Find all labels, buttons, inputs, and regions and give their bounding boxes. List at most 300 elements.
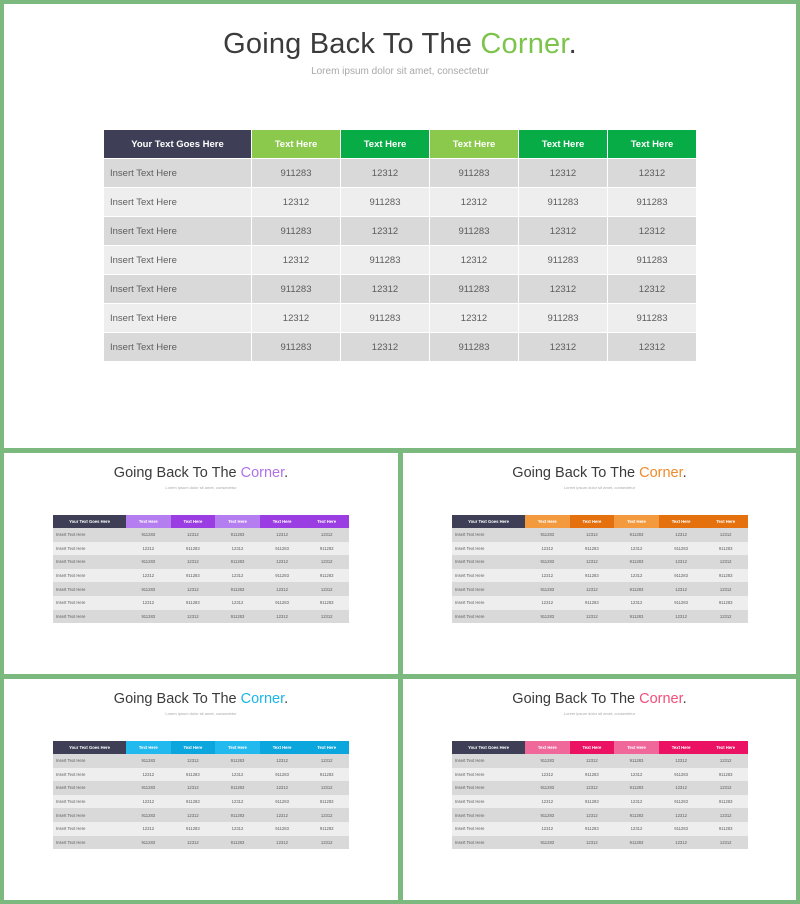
value-cell: 12312 xyxy=(608,159,696,187)
value-cell: 911283 xyxy=(703,795,748,809)
table-header-label: Your Text Goes Here xyxy=(53,741,126,754)
value-cell: 12312 xyxy=(659,836,704,850)
table-row xyxy=(53,836,349,850)
value-cell: 911283 xyxy=(252,275,340,303)
value-cell: 911283 xyxy=(126,836,171,850)
value-cell: 12312 xyxy=(608,217,696,245)
value-cell: 911283 xyxy=(215,781,260,795)
slide-subtitle: Lorem ipsum dolor sit amet, consectetur xyxy=(563,711,636,716)
table-header-cell: Text Here xyxy=(126,515,171,528)
table-header-cell: Text Here xyxy=(614,741,659,754)
value-cell: 911283 xyxy=(519,304,607,332)
value-cell: 911283 xyxy=(215,754,260,768)
value-cell: 911283 xyxy=(703,569,748,583)
row-label-cell: Insert Text Here xyxy=(452,808,525,822)
table-header-cell: Text Here xyxy=(341,130,429,158)
value-cell: 911283 xyxy=(608,188,696,216)
table-header-cell: Text Here xyxy=(252,130,340,158)
value-cell: 12312 xyxy=(570,754,615,768)
value-cell: 911283 xyxy=(252,159,340,187)
value-cell: 12312 xyxy=(703,781,748,795)
value-cell: 12312 xyxy=(614,768,659,782)
value-cell: 911283 xyxy=(260,768,305,782)
table-header-label: Your Text Goes Here xyxy=(53,515,126,528)
row-label-cell: Insert Text Here xyxy=(104,275,251,303)
value-cell: 12312 xyxy=(304,808,349,822)
data-table xyxy=(103,129,697,362)
title-period: . xyxy=(284,691,289,707)
value-cell: 12312 xyxy=(430,304,518,332)
value-cell: 12312 xyxy=(341,217,429,245)
table-row xyxy=(452,781,748,795)
row-label-cell: Insert Text Here xyxy=(53,754,126,768)
value-cell: 911283 xyxy=(126,610,171,624)
table-header-cell: Text Here xyxy=(430,130,518,158)
table-header-cell: Text Here xyxy=(126,741,171,754)
value-cell: 911283 xyxy=(703,596,748,610)
value-cell: 12312 xyxy=(215,569,260,583)
value-cell: 911283 xyxy=(171,569,216,583)
value-cell: 12312 xyxy=(260,781,305,795)
value-cell: 12312 xyxy=(614,569,659,583)
table-row xyxy=(53,582,349,596)
value-cell: 911283 xyxy=(614,582,659,596)
value-cell: 911283 xyxy=(614,836,659,850)
value-cell: 12312 xyxy=(519,217,607,245)
value-cell: 911283 xyxy=(570,822,615,836)
slide-subtitle: Lorem ipsum dolor sit amet, consectetur xyxy=(311,66,489,77)
value-cell: 12312 xyxy=(430,246,518,274)
row-label-cell: Insert Text Here xyxy=(452,528,525,542)
table-header-row xyxy=(452,515,748,528)
row-label-cell: Insert Text Here xyxy=(104,304,251,332)
value-cell: 12312 xyxy=(304,610,349,624)
value-cell: 12312 xyxy=(659,582,704,596)
value-cell: 911283 xyxy=(260,542,305,556)
row-label-cell: Insert Text Here xyxy=(452,836,525,850)
value-cell: 12312 xyxy=(215,795,260,809)
value-cell: 911283 xyxy=(703,822,748,836)
table-header-cell: Text Here xyxy=(171,741,216,754)
table-header-row xyxy=(53,515,349,528)
value-cell: 12312 xyxy=(260,610,305,624)
value-cell: 911283 xyxy=(659,596,704,610)
value-cell: 911283 xyxy=(525,836,570,850)
value-cell: 12312 xyxy=(570,808,615,822)
title-period: . xyxy=(284,465,289,481)
value-cell: 12312 xyxy=(260,754,305,768)
row-label-cell: Insert Text Here xyxy=(53,582,126,596)
row-label-cell: Insert Text Here xyxy=(452,569,525,583)
table-row xyxy=(53,781,349,795)
value-cell: 12312 xyxy=(171,528,216,542)
row-label-cell: Insert Text Here xyxy=(53,528,126,542)
value-cell: 911283 xyxy=(260,596,305,610)
value-cell: 12312 xyxy=(614,596,659,610)
row-label-cell: Insert Text Here xyxy=(452,582,525,596)
row-label-cell: Insert Text Here xyxy=(53,822,126,836)
title-main-text: Going Back To The xyxy=(512,465,640,481)
main-slide xyxy=(4,4,796,448)
value-cell: 911283 xyxy=(614,781,659,795)
value-cell: 911283 xyxy=(608,304,696,332)
table-row xyxy=(104,217,696,245)
value-cell: 911283 xyxy=(215,555,260,569)
table-header-cell: Text Here xyxy=(608,130,696,158)
title-period: . xyxy=(568,28,577,60)
row-label-cell: Insert Text Here xyxy=(452,596,525,610)
value-cell: 911283 xyxy=(570,569,615,583)
row-label-cell: Insert Text Here xyxy=(53,610,126,624)
value-cell: 911283 xyxy=(171,542,216,556)
table-row xyxy=(452,528,748,542)
value-cell: 12312 xyxy=(304,528,349,542)
row-label-cell: Insert Text Here xyxy=(452,555,525,569)
value-cell: 12312 xyxy=(126,596,171,610)
value-cell: 12312 xyxy=(252,188,340,216)
row-label-cell: Insert Text Here xyxy=(53,569,126,583)
table-header-cell: Text Here xyxy=(519,130,607,158)
table-row xyxy=(104,246,696,274)
value-cell: 12312 xyxy=(171,610,216,624)
table-row xyxy=(452,822,748,836)
row-label-cell: Insert Text Here xyxy=(452,781,525,795)
table-row xyxy=(104,333,696,361)
value-cell: 911283 xyxy=(304,596,349,610)
value-cell: 12312 xyxy=(614,795,659,809)
value-cell: 911283 xyxy=(608,246,696,274)
value-cell: 911283 xyxy=(304,822,349,836)
table-header-cell: Text Here xyxy=(171,515,216,528)
value-cell: 911283 xyxy=(525,528,570,542)
row-label-cell: Insert Text Here xyxy=(104,159,251,187)
value-cell: 911283 xyxy=(525,781,570,795)
title-accent-text: Corner xyxy=(480,28,569,60)
table-header-row xyxy=(53,741,349,754)
value-cell: 12312 xyxy=(260,582,305,596)
value-cell: 911283 xyxy=(525,582,570,596)
table-row xyxy=(53,542,349,556)
value-cell: 911283 xyxy=(570,542,615,556)
value-cell: 911283 xyxy=(525,555,570,569)
row-label-cell: Insert Text Here xyxy=(53,596,126,610)
value-cell: 911283 xyxy=(525,610,570,624)
value-cell: 911283 xyxy=(260,795,305,809)
value-cell: 12312 xyxy=(304,754,349,768)
table-row xyxy=(452,610,748,624)
value-cell: 12312 xyxy=(608,333,696,361)
value-cell: 12312 xyxy=(525,795,570,809)
value-cell: 12312 xyxy=(171,808,216,822)
value-cell: 911283 xyxy=(215,836,260,850)
value-cell: 911283 xyxy=(215,610,260,624)
title-main-text: Going Back To The xyxy=(223,28,481,60)
value-cell: 911283 xyxy=(171,822,216,836)
table-header-label: Your Text Goes Here xyxy=(452,741,525,754)
purple-slide xyxy=(4,453,398,674)
value-cell: 12312 xyxy=(341,275,429,303)
value-cell: 911283 xyxy=(260,569,305,583)
row-label-cell: Insert Text Here xyxy=(104,333,251,361)
value-cell: 12312 xyxy=(215,596,260,610)
data-table xyxy=(53,741,349,849)
table-row xyxy=(452,808,748,822)
data-table xyxy=(452,741,748,849)
table-row xyxy=(452,596,748,610)
table-header-cell: Text Here xyxy=(215,741,260,754)
table-header-row xyxy=(104,130,696,158)
value-cell: 12312 xyxy=(215,542,260,556)
table-row xyxy=(452,795,748,809)
row-label-cell: Insert Text Here xyxy=(53,768,126,782)
value-cell: 12312 xyxy=(171,754,216,768)
value-cell: 12312 xyxy=(659,555,704,569)
value-cell: 911283 xyxy=(525,808,570,822)
slide-subtitle: Lorem ipsum dolor sit amet, consectetur xyxy=(165,711,237,716)
slide-title xyxy=(403,691,796,707)
value-cell: 911283 xyxy=(430,159,518,187)
value-cell: 12312 xyxy=(126,822,171,836)
row-label-cell: Insert Text Here xyxy=(452,795,525,809)
data-table xyxy=(452,515,748,623)
value-cell: 12312 xyxy=(341,333,429,361)
value-cell: 911283 xyxy=(614,610,659,624)
table-row xyxy=(53,768,349,782)
pink-slide xyxy=(403,679,796,900)
table-row xyxy=(53,808,349,822)
value-cell: 911283 xyxy=(659,542,704,556)
value-cell: 12312 xyxy=(126,795,171,809)
value-cell: 911283 xyxy=(614,754,659,768)
table-row xyxy=(104,304,696,332)
value-cell: 12312 xyxy=(126,768,171,782)
value-cell: 911283 xyxy=(570,768,615,782)
value-cell: 911283 xyxy=(171,596,216,610)
value-cell: 911283 xyxy=(659,569,704,583)
value-cell: 911283 xyxy=(570,596,615,610)
table-row xyxy=(452,542,748,556)
value-cell: 911283 xyxy=(304,569,349,583)
value-cell: 12312 xyxy=(304,582,349,596)
table-header-cell: Text Here xyxy=(703,515,748,528)
title-period: . xyxy=(682,691,687,707)
value-cell: 911283 xyxy=(430,333,518,361)
value-cell: 12312 xyxy=(171,781,216,795)
value-cell: 12312 xyxy=(260,528,305,542)
value-cell: 12312 xyxy=(570,610,615,624)
value-cell: 911283 xyxy=(614,555,659,569)
value-cell: 12312 xyxy=(614,542,659,556)
table-header-cell: Text Here xyxy=(215,515,260,528)
value-cell: 12312 xyxy=(304,836,349,850)
table-row xyxy=(53,596,349,610)
value-cell: 911283 xyxy=(126,808,171,822)
value-cell: 911283 xyxy=(614,528,659,542)
title-main-text: Going Back To The xyxy=(113,465,241,481)
title-accent-text: Corner xyxy=(639,465,683,481)
blue-slide xyxy=(4,679,398,900)
value-cell: 911283 xyxy=(252,333,340,361)
value-cell: 911283 xyxy=(430,217,518,245)
table-header-label: Your Text Goes Here xyxy=(452,515,525,528)
value-cell: 12312 xyxy=(341,159,429,187)
value-cell: 12312 xyxy=(525,542,570,556)
value-cell: 12312 xyxy=(525,822,570,836)
value-cell: 911283 xyxy=(703,542,748,556)
value-cell: 911283 xyxy=(341,188,429,216)
table-header-cell: Text Here xyxy=(525,515,570,528)
value-cell: 12312 xyxy=(525,768,570,782)
value-cell: 911283 xyxy=(126,528,171,542)
title-accent-text: Corner xyxy=(240,691,285,707)
value-cell: 12312 xyxy=(519,333,607,361)
value-cell: 911283 xyxy=(171,795,216,809)
value-cell: 911283 xyxy=(570,795,615,809)
value-cell: 911283 xyxy=(126,754,171,768)
row-label-cell: Insert Text Here xyxy=(104,217,251,245)
value-cell: 911283 xyxy=(126,781,171,795)
value-cell: 12312 xyxy=(519,275,607,303)
slide-title xyxy=(4,691,398,707)
value-cell: 911283 xyxy=(171,768,216,782)
table-row xyxy=(452,582,748,596)
title-main-text: Going Back To The xyxy=(512,691,640,707)
table-row xyxy=(452,555,748,569)
row-label-cell: Insert Text Here xyxy=(53,836,126,850)
table-row xyxy=(104,188,696,216)
table-header-cell: Text Here xyxy=(703,741,748,754)
value-cell: 12312 xyxy=(525,596,570,610)
row-label-cell: Insert Text Here xyxy=(53,808,126,822)
row-label-cell: Insert Text Here xyxy=(53,781,126,795)
table-row xyxy=(452,836,748,850)
slide-title xyxy=(4,28,796,61)
value-cell: 12312 xyxy=(171,582,216,596)
value-cell: 911283 xyxy=(304,768,349,782)
value-cell: 12312 xyxy=(215,768,260,782)
table-header-cell: Text Here xyxy=(260,741,305,754)
value-cell: 911283 xyxy=(703,768,748,782)
value-cell: 12312 xyxy=(703,528,748,542)
value-cell: 12312 xyxy=(570,528,615,542)
value-cell: 12312 xyxy=(703,610,748,624)
row-label-cell: Insert Text Here xyxy=(104,246,251,274)
value-cell: 12312 xyxy=(126,569,171,583)
value-cell: 12312 xyxy=(703,836,748,850)
value-cell: 12312 xyxy=(659,808,704,822)
table-header-cell: Text Here xyxy=(304,515,349,528)
value-cell: 12312 xyxy=(570,555,615,569)
value-cell: 12312 xyxy=(171,555,216,569)
value-cell: 12312 xyxy=(608,275,696,303)
value-cell: 911283 xyxy=(525,754,570,768)
data-table xyxy=(53,515,349,623)
value-cell: 12312 xyxy=(260,555,305,569)
table-header-cell: Text Here xyxy=(659,741,704,754)
row-label-cell: Insert Text Here xyxy=(53,795,126,809)
table-header-row xyxy=(452,741,748,754)
value-cell: 911283 xyxy=(215,582,260,596)
value-cell: 12312 xyxy=(304,555,349,569)
value-cell: 12312 xyxy=(260,808,305,822)
value-cell: 12312 xyxy=(703,808,748,822)
row-label-cell: Insert Text Here xyxy=(53,542,126,556)
row-label-cell: Insert Text Here xyxy=(53,555,126,569)
value-cell: 12312 xyxy=(126,542,171,556)
value-cell: 12312 xyxy=(430,188,518,216)
table-header-cell: Text Here xyxy=(525,741,570,754)
table-header-cell: Text Here xyxy=(614,515,659,528)
row-label-cell: Insert Text Here xyxy=(452,542,525,556)
value-cell: 911283 xyxy=(304,542,349,556)
table-row xyxy=(53,555,349,569)
slide-subtitle: Lorem ipsum dolor sit amet, consectetur xyxy=(563,485,636,490)
table-row xyxy=(104,275,696,303)
table-row xyxy=(452,754,748,768)
value-cell: 911283 xyxy=(659,795,704,809)
value-cell: 12312 xyxy=(614,822,659,836)
table-header-cell: Text Here xyxy=(570,515,615,528)
table-header-cell: Text Here xyxy=(260,515,305,528)
value-cell: 12312 xyxy=(703,582,748,596)
value-cell: 12312 xyxy=(703,555,748,569)
value-cell: 911283 xyxy=(341,304,429,332)
table-header-cell: Text Here xyxy=(304,741,349,754)
value-cell: 12312 xyxy=(703,754,748,768)
value-cell: 12312 xyxy=(525,569,570,583)
value-cell: 12312 xyxy=(215,822,260,836)
value-cell: 911283 xyxy=(126,582,171,596)
value-cell: 12312 xyxy=(570,836,615,850)
table-header-cell: Text Here xyxy=(570,741,615,754)
value-cell: 911283 xyxy=(215,528,260,542)
value-cell: 12312 xyxy=(519,159,607,187)
value-cell: 12312 xyxy=(659,754,704,768)
value-cell: 12312 xyxy=(570,582,615,596)
row-label-cell: Insert Text Here xyxy=(452,754,525,768)
table-row xyxy=(53,610,349,624)
value-cell: 12312 xyxy=(252,304,340,332)
table-row xyxy=(53,754,349,768)
value-cell: 12312 xyxy=(252,246,340,274)
value-cell: 12312 xyxy=(260,836,305,850)
value-cell: 911283 xyxy=(659,822,704,836)
value-cell: 12312 xyxy=(659,610,704,624)
row-label-cell: Insert Text Here xyxy=(452,768,525,782)
row-label-cell: Insert Text Here xyxy=(104,188,251,216)
row-label-cell: Insert Text Here xyxy=(452,610,525,624)
slide-title xyxy=(4,465,398,481)
title-main-text: Going Back To The xyxy=(113,691,241,707)
value-cell: 12312 xyxy=(304,781,349,795)
slide-title xyxy=(403,465,796,481)
value-cell: 911283 xyxy=(659,768,704,782)
table-row xyxy=(53,528,349,542)
value-cell: 911283 xyxy=(519,188,607,216)
table-row xyxy=(104,159,696,187)
table-header-cell: Text Here xyxy=(659,515,704,528)
slide-subtitle: Lorem ipsum dolor sit amet, consectetur xyxy=(165,485,237,490)
value-cell: 12312 xyxy=(659,528,704,542)
value-cell: 911283 xyxy=(260,822,305,836)
value-cell: 12312 xyxy=(570,781,615,795)
table-row xyxy=(53,795,349,809)
value-cell: 911283 xyxy=(304,795,349,809)
value-cell: 911283 xyxy=(126,555,171,569)
value-cell: 911283 xyxy=(430,275,518,303)
table-row xyxy=(452,768,748,782)
title-accent-text: Corner xyxy=(639,691,683,707)
